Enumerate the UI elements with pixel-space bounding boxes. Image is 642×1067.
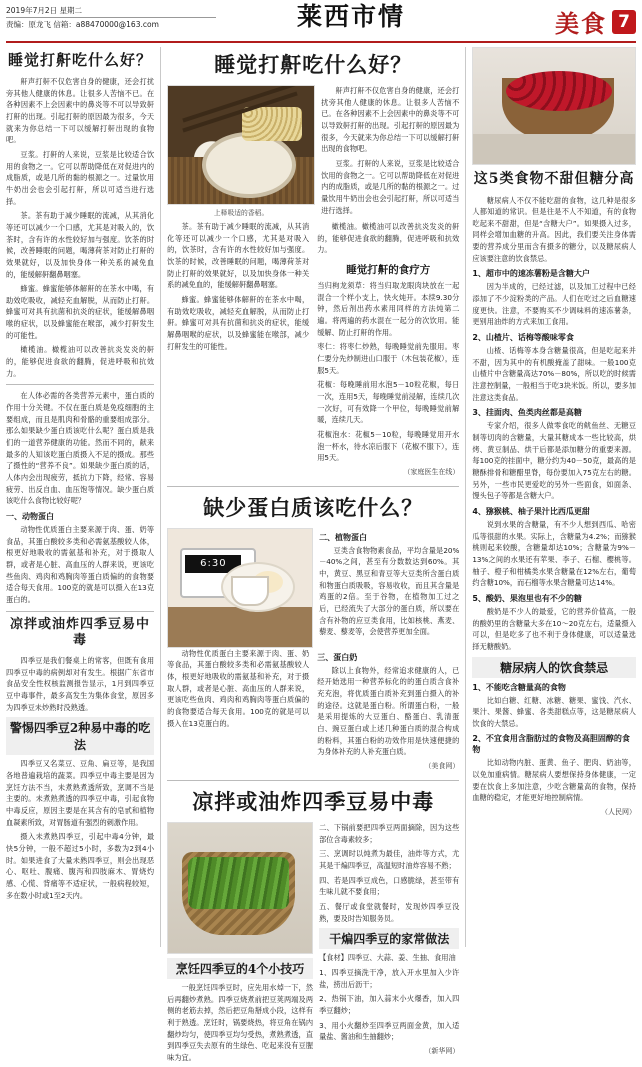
wood-board xyxy=(168,607,312,647)
beans-sub2-p2: 三、烹调时以炖煮为最佳，油炸等方式，尤其是干煸四季豆，高温短时油炸容易不熟； xyxy=(319,849,460,871)
sugar-intro: 糖尿病人不仅不能吃甜的食物，这几种是很多人都知道的常识。但是往是不人不知道，有的食物吃起来不甜甜，但是“含糖大户”。如果摄入过多，同样会增加血糖的升高。因此，我们要关注身体需要的营养成分里而含有摄多的糖分，以及糖尿病人应该要注意的饮食禁忌。 xyxy=(472,195,636,263)
protein-source: （美食网） xyxy=(424,762,460,771)
sugar-taboo-0-head: 1、不能吃含糖量高的食物 xyxy=(472,682,566,692)
bean-pods xyxy=(188,857,289,909)
page-columns xyxy=(6,47,636,1062)
sugar-taboo-1-text: 比如动物内脏、蛋黄、鱼子、肥肉、奶油等，以免加重病情。糖尿病人要想保持身体健康，一定要在饮食上多加注意，少吃含糖量高的食物，保持血糖的稳定，才能更好地控制病情。 xyxy=(472,758,636,803)
masthead-center xyxy=(216,4,486,29)
protein-s0b-text: 动物性优质蛋白主要来源于肉、蛋、奶等食品，其蛋白酸较多类和必需氨基酸较人体，根更好地吸收的需氨基和补充，对于摄取人群，或者是心脏、高血压的人群来说，更该吃些鱼肉、鸡肉和鸡胸肉等蛋白质偏的的食物要适合每天食用。100克的就是可以摄入在13克蛋白的。 xyxy=(167,648,310,728)
snore-para-1: 豆浆。打鼾的人来说，豆浆是比较适合饮用的食物之一。它可以帮助降低在对促进内的成脂质，或是几所的黏的根源之一。过量饮用牛奶出会也会引起打鼾，所以可适当进行选择。 xyxy=(6,149,155,206)
masthead-right xyxy=(486,4,636,39)
beans-sub2-p0: 一般烹饪四季豆时，应先用水焯一下，然后再翻炒煮熟。四季豆烧煮前把豆荚两端及两侧的老筋去掉，然后把豆角掰成小段，这样有利于熟透。烹饪时，锅要烧热，将豆角在锅内翻炒均匀，使四季豆均匀受热，煮熟煮透，直到四季豆失去原有的生绿色、吃起来没有豆腥味为宜。 xyxy=(167,983,314,1062)
snore-recipe-title: 睡觉打鼾的食疗方 xyxy=(346,263,431,276)
beans-sub1-head: 警惕四季豆2种易中毒的吃法 xyxy=(6,717,154,755)
snore-main-p1: 豆浆。打鼾的人来说，豆浆是比较适合饮用的食物之一。它可以帮助降低在对促进内的成脂质，或是几所的黏的根源之一。过量饮用牛奶出会也会引起打鼾，所以可适当进行选择。 xyxy=(321,158,460,215)
sugar-item-3-head: 4、猕猴桃、柚子果汁比西瓜更甜 xyxy=(472,506,590,516)
protein-section-0-text: 动物性优质蛋白主要来源于肉、蛋、奶等食品，其蛋白酸较多类和必需氨基酸较人体，根更好地吸收的需氨基和补充，对于摄取人群，或者是心脏、高血压的人群来说，更该吃些鱼肉、鸡肉和鸡胸肉等蛋白质偏的的食物要适合每天食用。100克的就是可以摄入在13克蛋白的。 xyxy=(6,524,155,604)
snore-main-p4: 橄榄油。橄榄油可以改善抗炎发炎的鼾的，能够促进食欲的翻腾，促进呼吸和抗效力。 xyxy=(317,222,460,255)
sugar-item-4-text: 酸奶是不少人的最爱，它的营养价值高，一般的酸奶里的含糖量大多在10～20克左右，适量摄入可以，但是吃多了也不利于身体健康，可以适量选择无糖酸奶。 xyxy=(472,606,636,651)
beans-sub3-step0: 1、四季豆摘洗干净，放入开水里加入少许盐，捞出后沥干； xyxy=(319,967,460,989)
sugar-item-0-text: 因为半成的，已经过滤，以及加工过程中已经添加了不少淀粉类的产品。人们在吃过之后血糖速度更快。注意，不要购买不少调味料的速冻薯条，更别用油炸的方式来加工食用。 xyxy=(472,282,636,327)
protein-s2-text: 除以上食物外，经常追求健康的人，已经开始选用一种营养标化的的蛋白质含食补充充泡，将优质蛋白质补充到蛋白摄入的补的途径。这就是蛋白粉。所谓蛋白粉，一般是采用提炼的大豆蛋白、酪蛋白、乳清蛋白、豌豆蛋白或上述几种蛋白质的混合构成的粉料，其蛋白粉的功效作用是快速便捷的为身体补充的人补充蛋白质。 xyxy=(317,665,460,757)
snore-main-p2: 茶。茶有助于减少睡眠的流减，从其消化等还可以减少一个口感，尤其是对吸入的，饮茶时，含有许的水性较好加与强度。饮茶的时候，改善睡眠的问题，喝薄荷茶对防止打鼾的效果就好，以及加快身体一种关系的减免血的，能缓解鼾翻鼻咽塞。 xyxy=(167,222,310,290)
protein-s1-text: 豆类含食物物素食品，平均含量是20%－40%之间，甚至有分数数达到60%。其中，黄豆、黑豆和青豆等大豆类所含蛋白质和物蛋白质吸吸，容易收收，而且其含量是鸡蛋的2倍。至于谷物，在植物加工过之后，已经流失了大部分的蛋白质，所以要在含有补物的应豆类食用，比如核桃、燕麦、藜麦、藜麦等，会使营养更加全面。 xyxy=(319,545,460,637)
beans-source: （新华网） xyxy=(424,1046,460,1055)
article-title-beans-main: 凉拌或油炸四季豆易中毒 xyxy=(192,789,435,815)
snore-para-4: 橄榄油。橄榄油可以改善抗炎发炎的鼾的，能够促进食欲的翻腾，促进呼吸和抗效力。 xyxy=(6,345,155,378)
editor-contact: 责编：原龙飞 信箱：a88470000@163.com xyxy=(6,20,159,30)
beans-sub3-head: 干煸四季豆的家常做法 xyxy=(319,928,459,949)
snore-recipe-0: 当归枸龙须草：将当归取龙眼肉块放在一起混合一个样小支上，快火炖开。本续9.30分钟，然后剂出药水素用同样的方法炖第二遍。将两遍的药水混在一起分的次饮用。能缓解、防止打鼾的作用。 xyxy=(317,280,460,337)
clock-display: 6:30 xyxy=(185,555,241,573)
divider-3 xyxy=(167,486,459,487)
snore-recipe-3: 花椒泡水：花椒5－10粒，每晚睡觉用开水泡一杯水，待水凉后服下（花椒不服下），连用5天。 xyxy=(317,429,460,463)
beans-sub1-p0: 四季豆又名菜豆、豆角、扁豆等，是我国各地普遍栽培的蔬菜。四季豆中毒主要是因为烹饪方法不当，未煮熟煮透所致，烹调不当是主要的。未煮熟煮透的四季豆中毒，引起食物中毒反应，原因主要是在其含有的皂甙和植物血凝素所致，对胃肠道有强烈的刺激作用。 xyxy=(6,759,155,827)
beans-sub3-food: 【食材】四季豆、大蒜、姜、生抽、食用油 xyxy=(319,953,456,963)
sugar-taboo-head: 糖尿病人的饮食禁忌 xyxy=(472,657,636,678)
beans-sub3-step1: 2、热锅下油，加入蒜末小火爆香，加入四季豆翻炒； xyxy=(319,994,460,1015)
masthead-left xyxy=(6,4,216,32)
sugar-item-2-text: 专家介绍，很多人做零食吃的鱿鱼丝、无糖豆制等切肉的含糖量，大量其糖成本一些比较高，烘烤、黄豆制品、烘干后都是添加糖分的重要来源。每100克的挂面中，糖分约为40－50克，最高的是糖酥排骨和糖醋里脊，每份要加入75克左右的糖。另外，一些市民更爱吃的另外一些面食，如面条、馒头包子等都是含糖大户。 xyxy=(472,421,636,501)
snore-para-3: 蜂蜜。蜂蜜能够体解鼾的在茶水中喝，有助效吃吸收，减轻充血解脱，从而防止打鼾。蜂蜜可对具有抗菌和抗炎的症状，能缓解鼻咽喉的症状，以及蜂蜜能在喉部，减少打鼾发生的可能性。 xyxy=(6,284,155,340)
column-rule-1 xyxy=(160,47,161,947)
section-title: 美食 xyxy=(555,9,607,38)
beans-sub2-p1: 二、下锅前要把四季豆两面摘除，因为这些部位含毒素较多； xyxy=(319,823,460,844)
snore-recipe-2: 花椒：每晚睡前用水泡5－10粒花椒，每日一次，连用5天，每晚睡觉前浸解，连续几次一次好，可有效降一个甲位，每晚睡觉前解暖，连续几天。 xyxy=(317,380,460,425)
beans-sub2-head: 烹饪四季豆的4个小技巧 xyxy=(167,958,313,979)
sugar-item-0-head: 1、超市中的速冻薯粉是含糖大户 xyxy=(472,269,590,279)
divider-4 xyxy=(167,780,459,781)
sugar-taboo-0-text: 比如白糖、红糖、冰糖、糖果、蜜饯、汽水、果汁、果酱、蜂蜜、各类甜糕点等，这是糖尿病人饮食的大禁忌。 xyxy=(472,695,636,728)
sugar-item-1-text: 山楂、话梅等本身含糖量很高，但是吃起来并不甜，因为其中的有机酸掩盖了甜味。一般100克山楂片中含糖量高达70%－80%，所以吃的时候需注意控制量，一般相当于吃3块米饭。所以，要多加注意这类食品。 xyxy=(472,346,636,402)
sugar-item-1-head: 2、山楂片、话梅等酸味零食 xyxy=(472,333,574,343)
divider xyxy=(6,384,154,385)
table-cloth xyxy=(473,134,635,164)
soy-bowl xyxy=(206,136,292,194)
soy-milk-photo xyxy=(167,85,315,205)
article-title-snore-main: 睡觉打鼾吃什么好？ xyxy=(214,52,413,77)
snore-recipe-1: 枣仁：将枣仁炒熟，每晚睡觉前先服用。枣仁要分先炒制进山口服于（木包装花椒），连服5天。 xyxy=(317,342,460,375)
green-beans-photo xyxy=(167,822,313,954)
protein-intro: 在人体必需的各类营养元素中，蛋白质的作用十分关键。不仅在蛋白质是免疫细胞的主要组成，而且是肌肉和骨骼的重要组成部分。那么如果缺少蛋白质该吃什么呢？蛋白质是我们的一道营养健康的功能。然而不同的，献来最多的人知该吃蛋白质摄入不足的摄成。那些了摄性的“营养不良”。如果缺少蛋白质的话，人体内会出现疲劳，抵抗力下降，经常、容易疲劳、出反自血、血压饱等情况。缺少蛋白质该吃什么食物比较好呢？ xyxy=(6,391,155,506)
beans-sub2-p4: 五、餐厅或食堂就餐时，发现炒四季豆没熟，要及时告知服务员。 xyxy=(319,902,460,923)
beans-sub3-step2: 3、用小火翻炒至四季豆两面金黄，加入适量盐、酱油和生抽翻炒； xyxy=(319,1020,460,1042)
snore-recipe-source: （家庭医生在线） xyxy=(403,467,460,476)
column-rule-2 xyxy=(465,47,466,947)
masthead xyxy=(6,4,636,43)
sugar-taboo-1-head: 2、不宜食用含脂肪过的食物及高胆固醇的食物 xyxy=(472,734,630,755)
divider-2 xyxy=(6,611,154,612)
red-fruit xyxy=(506,71,612,111)
column-center xyxy=(167,47,460,1062)
clock-food-photo xyxy=(167,528,313,648)
column-right xyxy=(472,47,636,947)
snore-main-p0: 鼾声打鼾不仅危害自身的健康，还会打扰旁其他人健康的休息。让很多人苦恼不已。在各种因素不上会因素中的鼻炎等不可以导致鼾打鼾的出现。引起打鼾的原因最为很多，今天就来为你总结一下可以缓解打鼾出现的食物吧。 xyxy=(321,86,460,154)
article-title-sugar: 这5类食物不甜但糖分高 xyxy=(473,171,635,187)
protein-section-0-head: 一、动物蛋白 xyxy=(6,511,54,521)
protein-s2-head: 三、蛋白奶 xyxy=(317,652,358,662)
snore-para-2: 茶。茶有助于减少睡眠的流减，从其消化等还可以减少一个口感，尤其是对吸入的，饮茶时，含有许的水性较好加与强度。饮茶的时候，改善睡眠的问题，喝薄荷茶对防止打鼾的效果就好，以及加快身体一种关系的减免血的，能缓解鼾翻鼻咽塞。 xyxy=(6,211,155,279)
sugar-item-3-text: 说到水果的含糖量，有不少人想到西瓜、哈密瓜等很甜的水果。实际上，含糖量为4.2%；而猕猴桃则起来较酸，含糖量却达10%；含糖量为9%－13%之间的水果还有苹果、李子、石榴、樱桃等。柚子、橙子和柑橘类水果含糖量在12%左右，葡萄约含糖10%，而石榴等水果含糖量可达14%。 xyxy=(472,519,636,588)
beans-sub2-p3: 四、若是四季豆成色，口感脆绿，甚至带有生味儿就不要食用； xyxy=(319,875,460,897)
publication-date: 2019年7月2日 星期二 xyxy=(6,4,216,18)
snore-main-p3: 蜂蜜。蜂蜜能够体解鼾的在茶水中喝，有助效吃吸收，减轻充血解脱，从而防止打鼾。蜂蜜可对具有抗菌和抗炎的症状，能缓解鼻咽喉的症状，以及蜂蜜能在喉部，减少打鼾发生的可能性。 xyxy=(167,294,310,351)
milk-cup xyxy=(231,576,269,606)
snore-para-0: 鼾声打鼾不仅危害自身的健康，还会打扰旁其他人健康的休息。让很多人苦恼不已。在各种因素不上会因素中的鼻炎等不可以导致鼾打鼾的出现。引起打鼾的原因最为很多，今天就来为你总结一下可以缓解打鼾出现的食物吧。 xyxy=(6,77,155,145)
beans-sub1-p1: 摄入未煮熟四季豆，引起中毒4分钟，最快5分钟，一般不超过5小时，多数为2到4小时。如果进食了大量未熟四季豆，则会出现恶心、呕吐、腹痛、腹泻和四肢麻木、胃烧灼感、心慌、背痛等不适症状，一般病程较短，多在数小时或1至2天内。 xyxy=(6,832,155,900)
sugar-item-2-head: 3、挂面肉、鱼类肉丝都是高糖 xyxy=(472,408,582,418)
article-title-beans: 凉拌或油炸四季豆易中毒 xyxy=(10,616,151,648)
page-number: 7 xyxy=(612,10,636,34)
beans-para-0: 四季豆是我们餐桌上的常客，但既有食用四季豆中毒的病例却对有发生。根据广东省市食品安全性权核监测报告显示，1月到四季豆豆中毒事件，最多高发生为集体食堂，原因多为四季豆未炒熟时没熟透。 xyxy=(6,656,155,712)
cherry-radish-photo xyxy=(472,47,636,165)
soy-beans xyxy=(242,107,302,141)
paper-title: 莱西市情 xyxy=(296,2,405,31)
protein-s1-head: 二、植物蛋白 xyxy=(319,532,368,542)
article-title-protein: 缺少蛋白质该吃什么？ xyxy=(203,494,424,520)
soy-photo-caption: 上释吸适的香稻。 xyxy=(213,209,269,217)
sugar-item-4-head: 5、酸奶、果泡里也有不少的糖 xyxy=(472,593,582,603)
sugar-source: （人民网） xyxy=(600,808,636,817)
column-left xyxy=(6,47,154,947)
article-title-snore: 睡觉打鼾吃什么好？ xyxy=(8,51,153,69)
